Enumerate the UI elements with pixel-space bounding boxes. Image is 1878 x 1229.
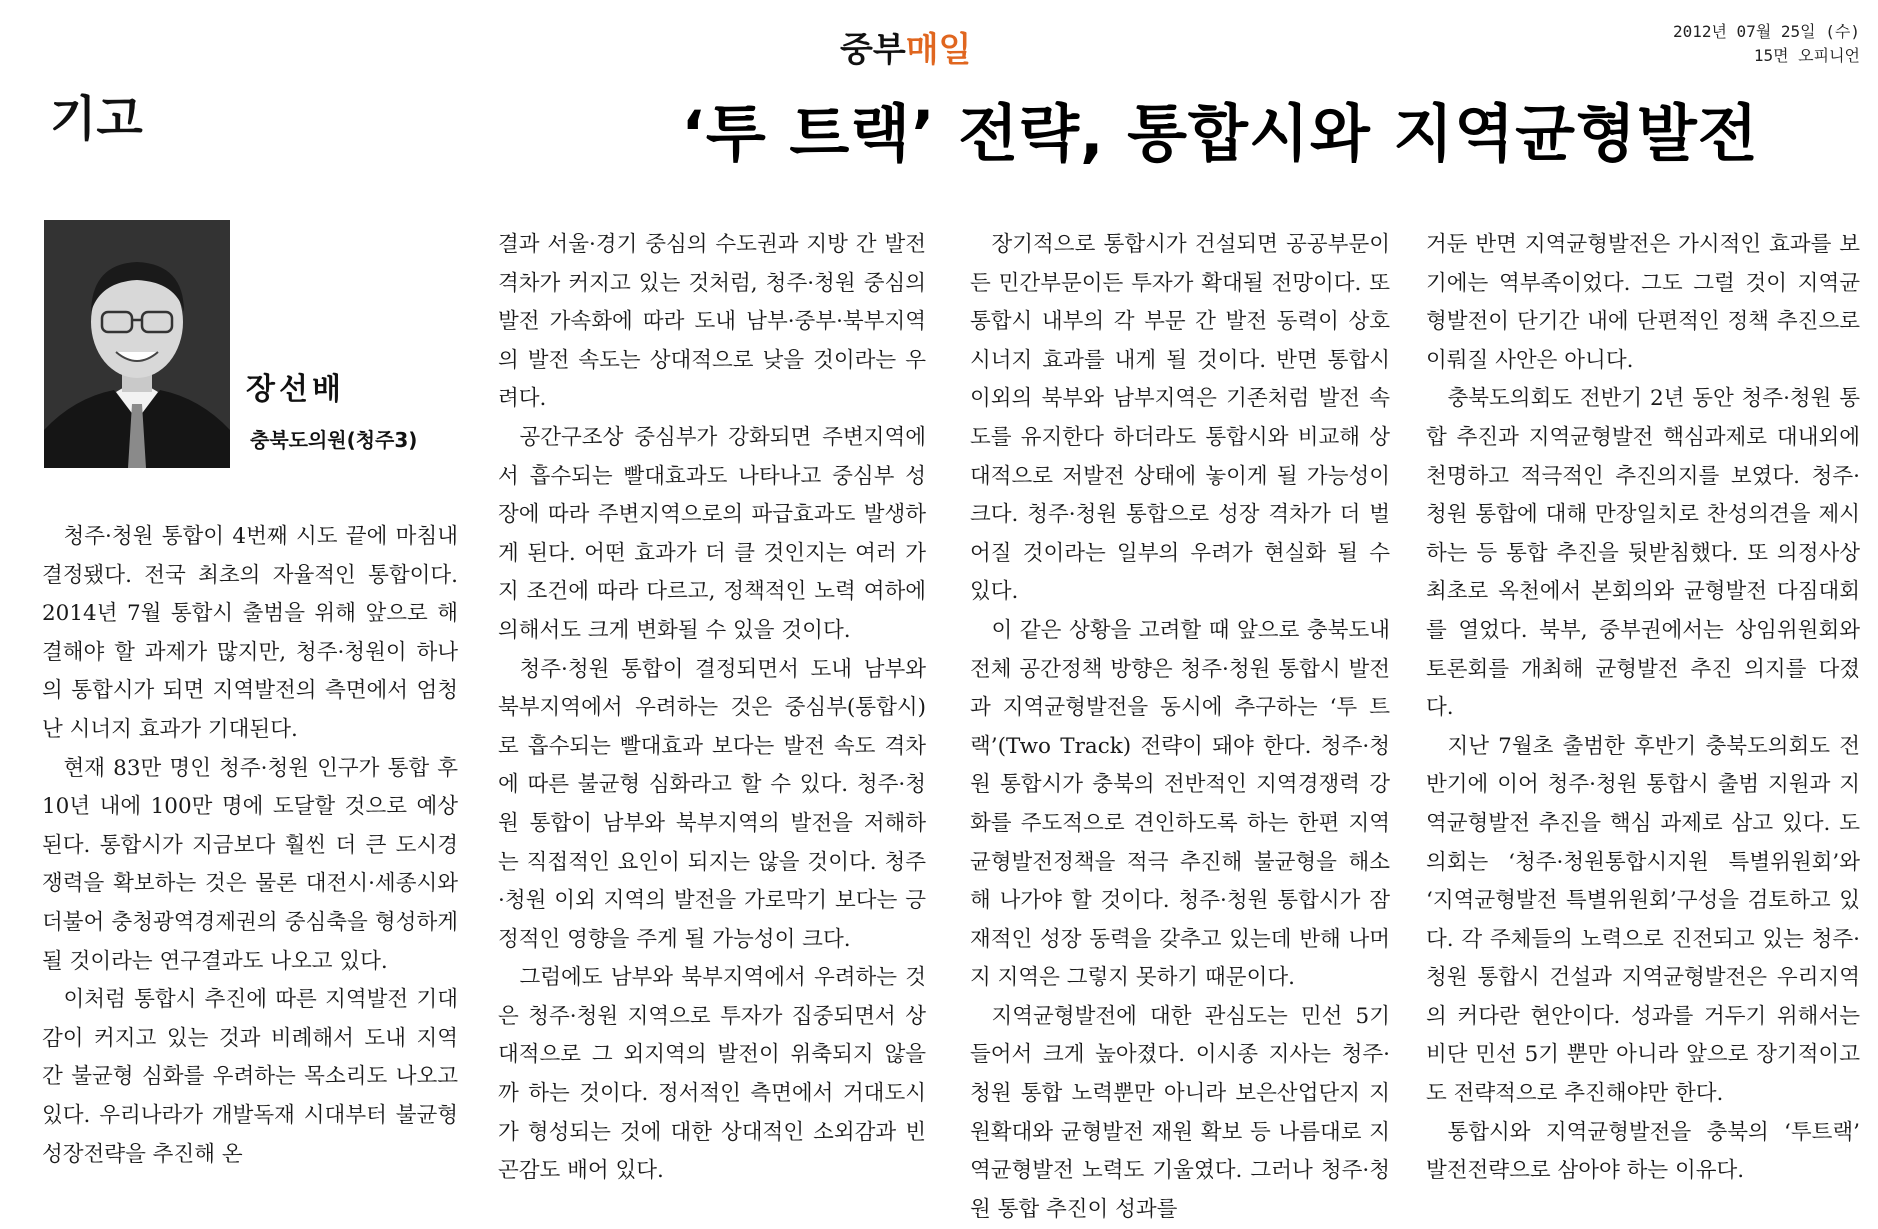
paragraph: 청주·청원 통합이 결정되면서 도내 남부와 북부지역에서 우려하는 것은 중심부(통합시)로 흡수되는 빨대효과 보다는 발전 속도 격차에 따른 불균형 심화라고 할 수 있다. 청주·청원 통합이 남부와 북부지역의 발전을 저해하는 직접적인 요인이 되지는 않을 것이다. 청주·청원 이외 지역의 발전을 가로막기 보다는 긍정적인 영향을 주게 될 가능성이 크다.	[498, 656, 926, 952]
paragraph: 이처럼 통합시 추진에 따른 지역발전 기대감이 커지고 있는 것과 비례해서 도내 지역 간 불균형 심화를 우려하는 목소리도 나오고 있다. 우리나라가 개발독재 시대부터 불균형 성장전략을 추진해 온	[42, 987, 458, 1167]
paragraph: 지역균형발전에 대한 관심도는 민선 5기 들어서 크게 높아졌다. 이시종 지사는 청주·청원 통합 노력뿐만 아니라 보은산업단지 지원확대와 균형발전 재원 확보 등 나름대로 지역균형발전 노력도 기울였다. 그러나 청주·청원 통합 추진이 성과를	[970, 1003, 1390, 1222]
page-section: 15면 오피니언	[1753, 46, 1860, 65]
paragraph: 충북도의회도 전반기 2년 동안 청주·청원 통합 추진과 지역균형발전 핵심과제로 대내외에 천명하고 적극적인 추진의지를 보였다. 청주·청원 통합에 대해 만장일치로 찬성의견을 제시하는 등 통합 추진을 뒷받침했다. 또 의정사상 최초로 옥천에서 본회의와 균형발전 다짐대회를 열었다. 북부, 중부권에서는 상임위원회와 토론회를 개최해 균형발전 추진 의지를 다졌다.	[1426, 386, 1860, 721]
paragraph: 현재 83만 명인 청주·청원 인구가 통합 후 10년 내에 100만 명에 도달할 것으로 예상된다. 통합시가 지금보다 훨씬 더 큰 도시경쟁력을 확보하는 것은 물론 대전시·세종시와 더불어 충청광역경제권의 중심축을 형성하게 될 것이라는 연구결과도 나오고 있다.	[42, 755, 458, 974]
author-name: 장선배	[246, 372, 345, 407]
logo-accent: 매일	[905, 30, 972, 70]
headline: ‘투 트랙’ 전략, 통합시와 지역균형발전	[681, 97, 1759, 170]
section-label: 기고	[50, 91, 143, 147]
author-portrait-icon	[44, 220, 230, 468]
paragraph: 공간구조상 중심부가 강화되면 주변지역에서 흡수되는 빨대효과도 나타나고 중심부 성장에 따라 주변지역으로의 파급효과도 발생하게 된다. 어떤 효과가 더 클 것인지는 여러 가지 조건에 따라 다르고, 정책적인 노력 여하에 의해서도 크게 변화될 수 있을 것이다.	[498, 424, 926, 643]
article-column-1	[42, 518, 458, 1174]
paragraph: 그럼에도 남부와 북부지역에서 우려하는 것은 청주·청원 지역으로 투자가 집중되면서 상대적으로 그 외지역의 발전이 위축되지 않을까 하는 것이다. 정서적인 측면에서 거대도시가 형성되는 것에 대한 상대적인 소외감과 빈곤감도 배어 있다.	[498, 965, 926, 1184]
dateline	[1673, 20, 1860, 68]
paragraph: 거둔 반면 지역균형발전은 가시적인 효과를 보기에는 역부족이었다. 그도 그럴 것이 지역균형발전이 단기간 내에 단편적인 정책 추진으로 이뤄질 사안은 아니다.	[1426, 232, 1860, 373]
paragraph: 통합시와 지역균형발전을 충북의 ‘투트랙’ 발전전략으로 삼아야 하는 이유다.	[1426, 1119, 1860, 1184]
paragraph: 지난 7월초 출범한 후반기 충북도의회도 전반기에 이어 청주·청원 통합시 출범 지원과 지역균형발전 추진을 핵심 과제로 삼고 있다. 도의회는 ‘청주·청원통합시지원 특별위원회’와 ‘지역균형발전 특별위원회’구성을 검토하고 있다. 각 주체들의 노력으로 진전되고 있는 청주·청원 통합시 건설과 지역균형발전은 우리지역의 커다란 현안이다. 성과를 거두기 위해서는 비단 민선 5기 뿐만 아니라 앞으로 장기적이고도 전략적으로 추진해야만 한다.	[1426, 733, 1860, 1107]
newspaper-logo	[840, 22, 1040, 72]
article-column-3	[970, 226, 1390, 1229]
author-photo	[44, 220, 230, 468]
logo-main: 중부	[840, 30, 906, 70]
publication-date: 2012년 07월 25일 (수)	[1672, 22, 1860, 41]
article-column-4	[1426, 226, 1860, 1191]
author-title: 충북도의원(청주3)	[250, 428, 418, 452]
paragraph: 청주·청원 통합이 4번째 시도 끝에 마침내 결정됐다. 전국 최초의 자율적인 통합이다. 2014년 7월 통합시 출범을 위해 앞으로 해결해야 할 과제가 많지만, 청주·청원이 하나의 통합시가 되면 지역발전의 측면에서 엄청난 시너지 효과가 기대된다.	[42, 524, 458, 742]
paragraph: 결과 서울·경기 중심의 수도권과 지방 간 발전 격차가 커지고 있는 것처럼, 청주·청원 중심의 발전 가속화에 따라 도내 남부·중부·북부지역의 발전 속도는 상대적으로 낮을 것이라는 우려다.	[498, 232, 926, 412]
article-column-2	[498, 226, 926, 1191]
paragraph: 장기적으로 통합시가 건설되면 공공부문이든 민간부문이든 투자가 확대될 전망이다. 또 통합시 내부의 각 부문 간 발전 동력이 상호 시너지 효과를 내게 될 것이다. 반면 통합시 이외의 북부와 남부지역은 기존처럼 발전 속도를 유지한다 하더라도 통합시와 비교해 상대적으로 저발전 상태에 놓이게 될 가능성이 크다. 청주·청원 통합으로 성장 격차가 더 벌어질 것이라는 일부의 우려가 현실화 될 수 있다.	[970, 232, 1390, 605]
paragraph: 이 같은 상황을 고려할 때 앞으로 충북도내 전체 공간정책 방향은 청주·청원 통합시 발전과 지역균형발전을 동시에 추구하는 ‘투 트랙’(Two Track) 전략이 돼야 한다. 청주·청원 통합시가 충북의 전반적인 지역경쟁력 강화를 주도적으로 견인하도록 하는 한편 지역균형발전정책을 적극 추진해 불균형을 해소해 나가야 할 것이다. 청주·청원 통합시가 잠재적인 성장 동력을 갖추고 있는데 반해 나머지 지역은 그렇지 못하기 때문이다.	[970, 617, 1390, 991]
